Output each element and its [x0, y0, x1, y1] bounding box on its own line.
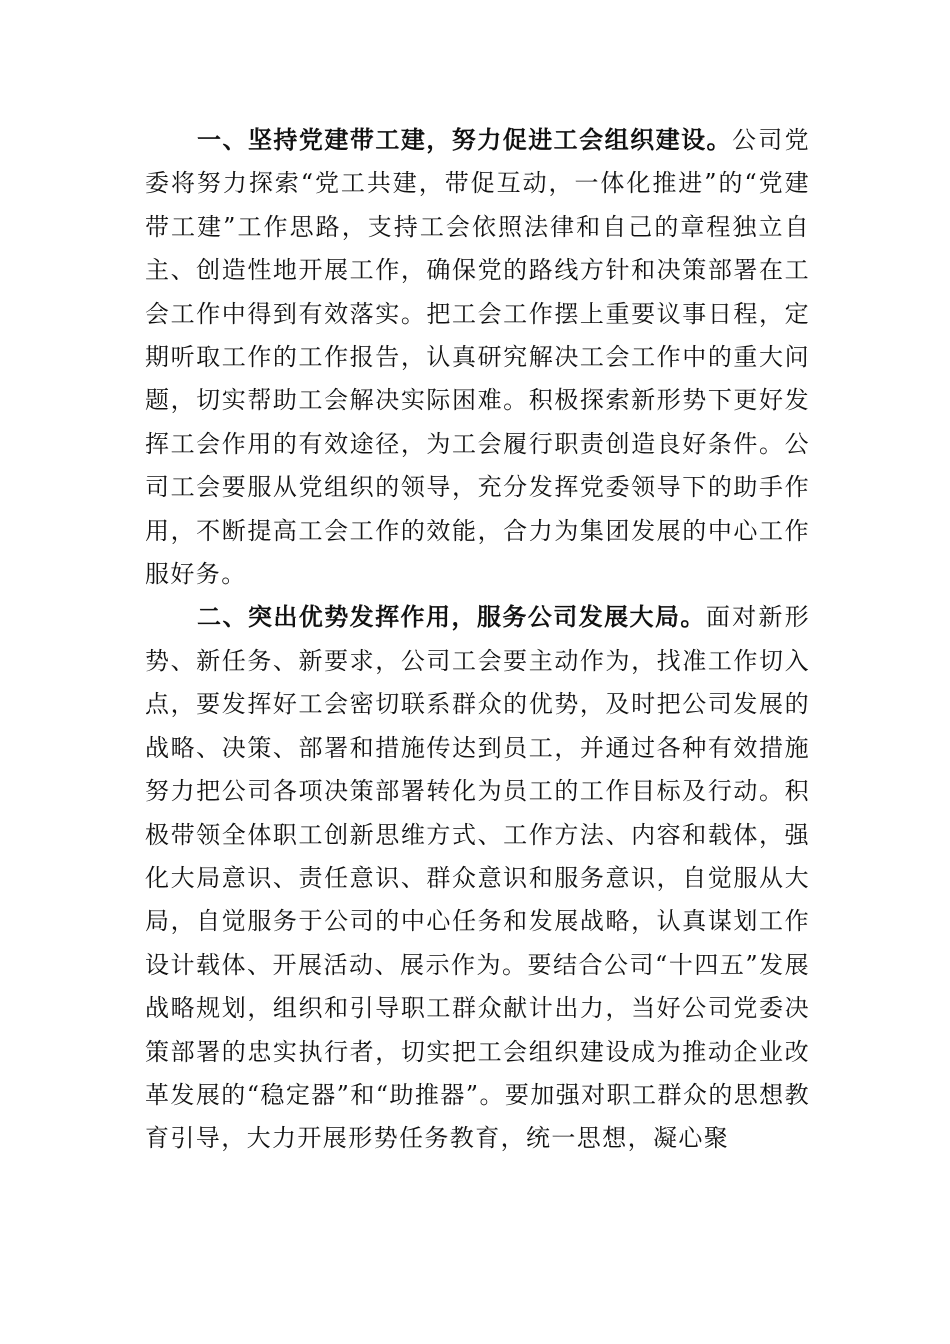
paragraph-1-heading: 一、坚持党建带工建，努力促进工会组织建设。	[197, 126, 733, 154]
paragraph-2-heading: 二、突出优势发挥作用，服务公司发展大局。	[197, 603, 706, 632]
document-body	[145, 119, 810, 1161]
paragraph-2	[145, 596, 810, 1160]
paragraph-2-text: 面对新形势、新任务、新要求，公司工会要主动作为，找准工作切入点，要发挥好工会密切联系群众的优势，及时把公司发展的战略、决策、部署和措施传达到员工，并通过各种有效措施努力把公司各项决策部署转化为员工的工作目标及行动。积极带领全体职工创新思维方式、工作方法、内容和载体，强化大局意识、责任意识、群众意识和服务意识，自觉服从大局，自觉服务于公司的中心任务和发展战略，认真谋划工作设计载体、开展活动、展示作为。要结合公司“十四五”发展战略规划，组织和引导职工群众献计出力，当好公司党委决策部署的忠实执行者，切实把工会组织建设成为推动企业改革发展的“稳定器”和“助推器”。要加强对职工群众的思想教育引导，大力开展形势任务教育，统一思想，凝心聚	[145, 603, 811, 1153]
paragraph-1-text: 公司党委将努力探索“党工共建，带促互动，一体化推进”的“党建带工建”工作思路，支持工会依照法律和自己的章程独立自主、创造性地开展工作，确保党的路线方针和决策部署在工会工作中得到有效落实。把工会工作摆上重要议事日程，定期听取工作的工作报告，认真研究解决工会工作中的重大问题，切实帮助工会解决实际困难。积极探索新形势下更好发挥工会作用的有效途径，为工会履行职责创造良好条件。公司工会要服从党组织的领导，充分发挥党委领导下的助手作用，不断提高工会工作的效能，合力为集团发展的中心工作服好务。	[145, 126, 810, 589]
paragraph-1	[145, 119, 810, 596]
